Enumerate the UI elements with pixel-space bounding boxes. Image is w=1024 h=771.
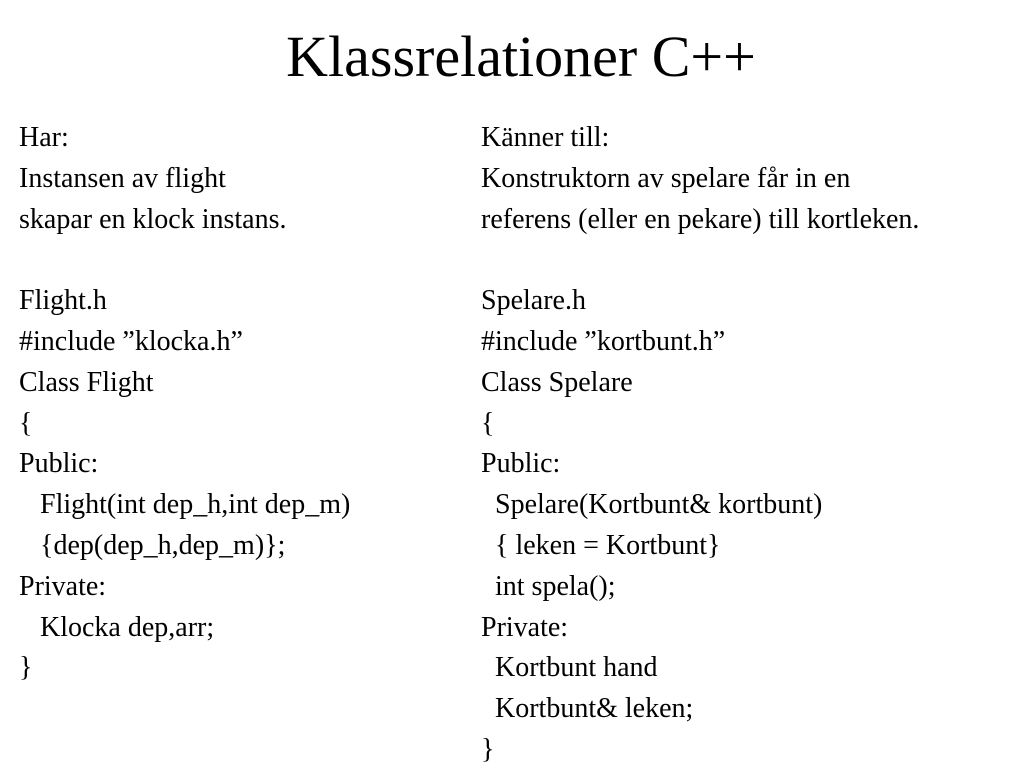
code-line: Kortbunt hand bbox=[481, 652, 658, 684]
code-line: Kortbunt& leken; bbox=[481, 693, 694, 725]
code-line: { bbox=[481, 407, 495, 439]
left-column-text bbox=[19, 118, 350, 689]
right-column-text bbox=[481, 118, 919, 771]
knows-heading: Känner till: bbox=[481, 122, 610, 153]
has-description-line-2: skapar en klock instans. bbox=[19, 203, 287, 235]
code-line: } bbox=[19, 652, 33, 684]
code-line: #include ”klocka.h” bbox=[19, 325, 243, 357]
code-line: Public: bbox=[481, 448, 561, 480]
code-line: Spelare.h bbox=[481, 285, 586, 317]
code-line: Flight(int dep_h,int dep_m) bbox=[19, 489, 351, 521]
blank-line bbox=[481, 240, 919, 281]
has-heading: Har: bbox=[19, 122, 69, 153]
code-line: } bbox=[481, 733, 495, 765]
code-line: Class Flight bbox=[19, 366, 154, 398]
code-line: {dep(dep_h,dep_m)}; bbox=[19, 529, 286, 561]
has-description-line-1: Instansen av flight bbox=[19, 162, 226, 194]
code-line: Private: bbox=[19, 570, 107, 602]
code-line: { leken = Kortbunt} bbox=[481, 529, 721, 561]
code-line: Private: bbox=[481, 611, 569, 643]
knows-description-line-1: Konstruktorn av spelare får in en bbox=[481, 162, 851, 194]
code-line: Flight.h bbox=[19, 285, 107, 317]
blank-line bbox=[19, 240, 350, 281]
knows-description-line-2: referens (eller en pekare) till kortleken. bbox=[481, 203, 920, 235]
code-line: { bbox=[19, 407, 33, 439]
code-line: Public: bbox=[19, 448, 99, 480]
code-line: Spelare(Kortbunt& kortbunt) bbox=[481, 489, 823, 521]
code-line: #include ”kortbunt.h” bbox=[481, 325, 726, 357]
code-line: Class Spelare bbox=[481, 366, 633, 398]
code-line: Klocka dep,arr; bbox=[19, 611, 215, 643]
slide-title: Klassrelationer C++ bbox=[286, 24, 756, 89]
code-line: int spela(); bbox=[481, 570, 616, 602]
